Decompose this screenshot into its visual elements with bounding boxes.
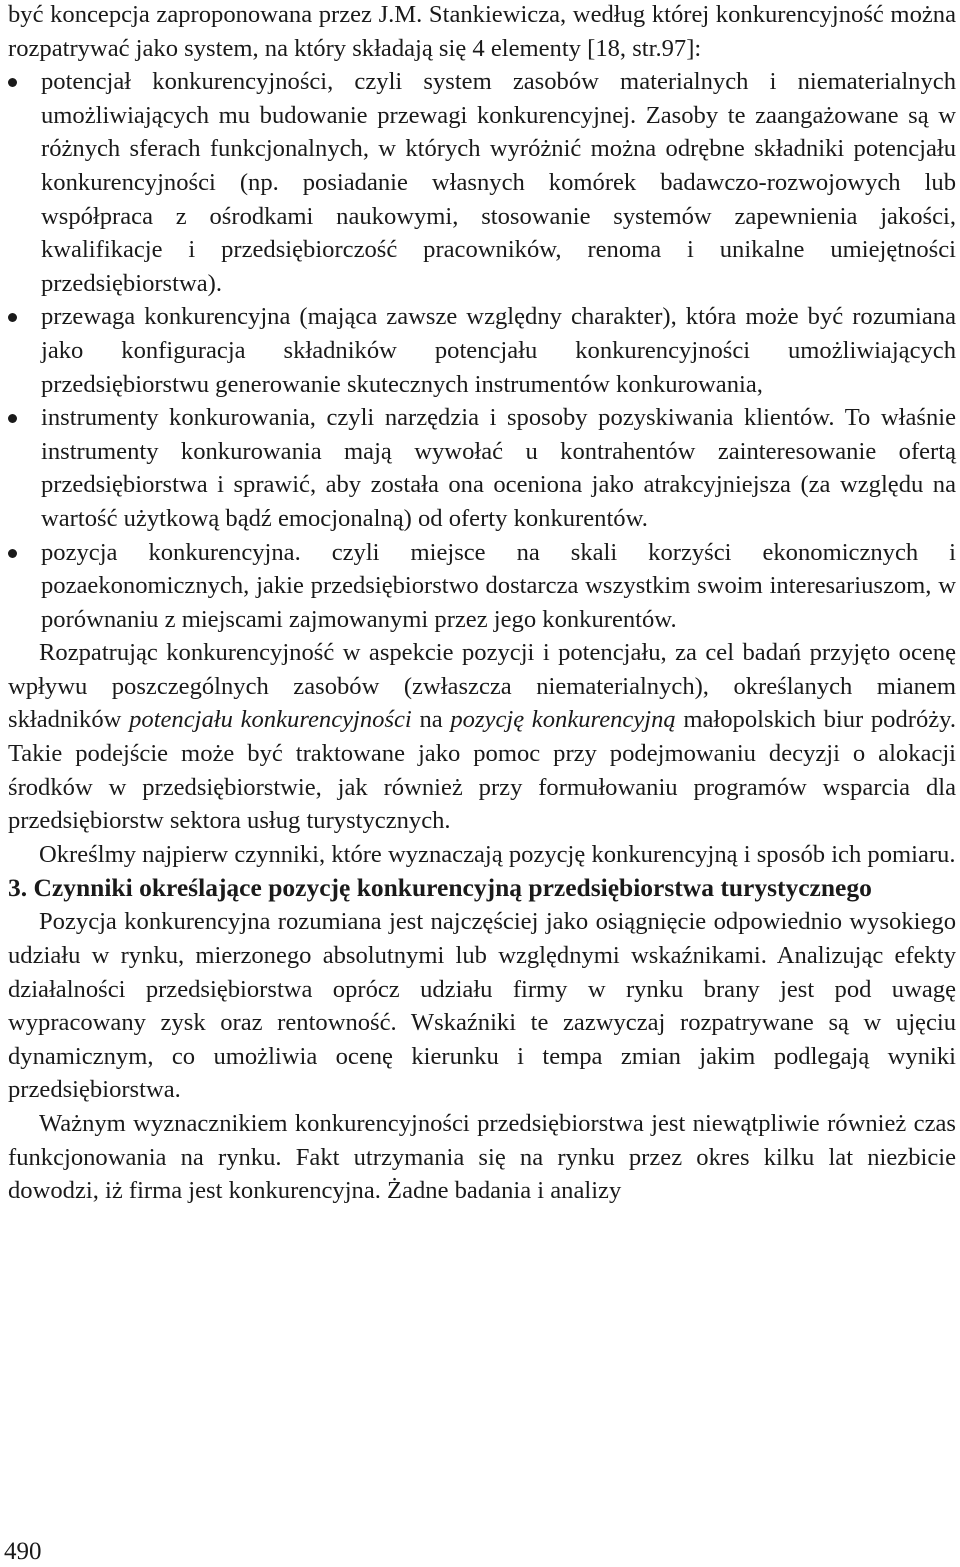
list-item <box>8 65 956 300</box>
paragraph-text: Rozpatrując konkurencyjność w aspekcie pozycji i potencjału, za cel badań przyjęto ocenę wpływu poszczególnych zasobów (zwłaszcza niematerialnych), określanych mianem składników <box>8 639 956 734</box>
bullet-icon <box>8 414 17 423</box>
list-item-text: pozycja konkurencyjna. czyli miejsce na skali korzyści ekonomicznych i pozaekonomicznych, jakie przedsiębiorstwo dostarcza wszystkim swoim interesariuszom, w porównaniu z miejscami zajmowanymi przez jego konkurentów. <box>41 538 956 633</box>
bullet-icon <box>8 549 17 558</box>
competitiveness-elements-list <box>8 65 956 636</box>
italic-term: pozycję konkurencyjną <box>450 706 676 734</box>
market-time-paragraph: Ważnym wyznacznikiem konkurencyjności przedsiębiorstwa jest niewątpliwie również czas funkcjonowania na rynku. Fakt utrzymania się na rynku przez okres kilku lat niezbicie dowodzi, iż firma jest konkurencyjna. Żadne badania i analizy <box>8 1110 956 1205</box>
paragraph-text: małopolskich biur podróży. Takie podejście może być traktowane jako pomoc przy podejmowaniu decyzji o alokacji środków w przedsiębiorstwie, jak również przy formułowaniu programów wsparcia dla przedsiębiorstw sektora usług turystycznych. <box>8 706 957 835</box>
page-number: 490 <box>4 1538 42 1565</box>
list-item-text: przewaga konkurencyjna (mająca zawsze względny charakter), która może być rozumiana jako konfiguracja składników potencjału konkurencyjności umożliwiających przedsiębiorstwu generowanie skutecznych instrumentów konkurowania, <box>41 303 956 398</box>
bullet-icon <box>8 313 17 322</box>
bullet-icon <box>8 78 17 87</box>
list-item <box>8 300 956 401</box>
intro-paragraph: być koncepcja zaproponowana przez J.M. Stankiewicza, według której konkurencyjność można rozpatrywać jako system, na który składają się 4 elementy [18, str.97]: <box>8 1 956 62</box>
list-item-text: potencjał konkurencyjności, czyli system zasobów materialnych i niematerialnych umożliwiających mu budowanie przewagi konkurencyjnej. Zasoby te zaangażowane są w różnych sferach funkcjonalnych, w których wyróżnić można odrębne składniki potencjału konkurencyjności (np. posiadanie własnych komórek badawczo-rozwojowych lub współpraca z ośrodkami naukowymi, stosowanie systemów zapewnienia jakości, kwalifikacje i przedsiębiorczość pracowników, renoma i unikalne umiejętności przedsiębiorstwa). <box>41 68 956 297</box>
list-item <box>8 401 956 535</box>
position-paragraph: Pozycja konkurencyjna rozumiana jest najczęściej jako osiągnięcie odpowiednio wysokiego udziału w rynku, mierzonego absolutnymi lub względnymi wskaźnikami. Analizując efekty działalności przedsiębiorstwa oprócz udziału firmy w rynku brany jest pod uwagę wypracowany zysk oraz rentowność. Wskaźniki te zazwyczaj rozpatrywane są w ujęciu dynamicznym, co umożliwia ocenę kierunku i tempa zmian jakim podlegają wyniki przedsiębiorstwa. <box>8 908 956 1104</box>
section-heading: 3. Czynniki określające pozycję konkurencyjną przedsiębiorstwa turystycznego <box>8 873 872 903</box>
list-item <box>8 536 956 637</box>
research-aim-paragraph <box>8 636 956 838</box>
paragraph-text: na <box>411 706 451 734</box>
italic-term: potencjału konkurencyjności <box>129 706 412 734</box>
document-page <box>8 0 956 1208</box>
list-item-text: instrumenty konkurowania, czyli narzędzia i sposoby pozyskiwania klientów. To właśnie instrumenty konkurowania mają wywołać u kontrahentów zainteresowanie ofertą przedsiębiorstwa i sprawić, aby została ona oceniona jako atrakcyjniejsza (za względu na wartość użytkową bądź emocjonalną) od oferty konkurentów. <box>41 404 956 532</box>
factors-paragraph: Określmy najpierw czynniki, które wyznaczają pozycję konkurencyjną i sposób ich pomiaru. <box>39 840 956 868</box>
